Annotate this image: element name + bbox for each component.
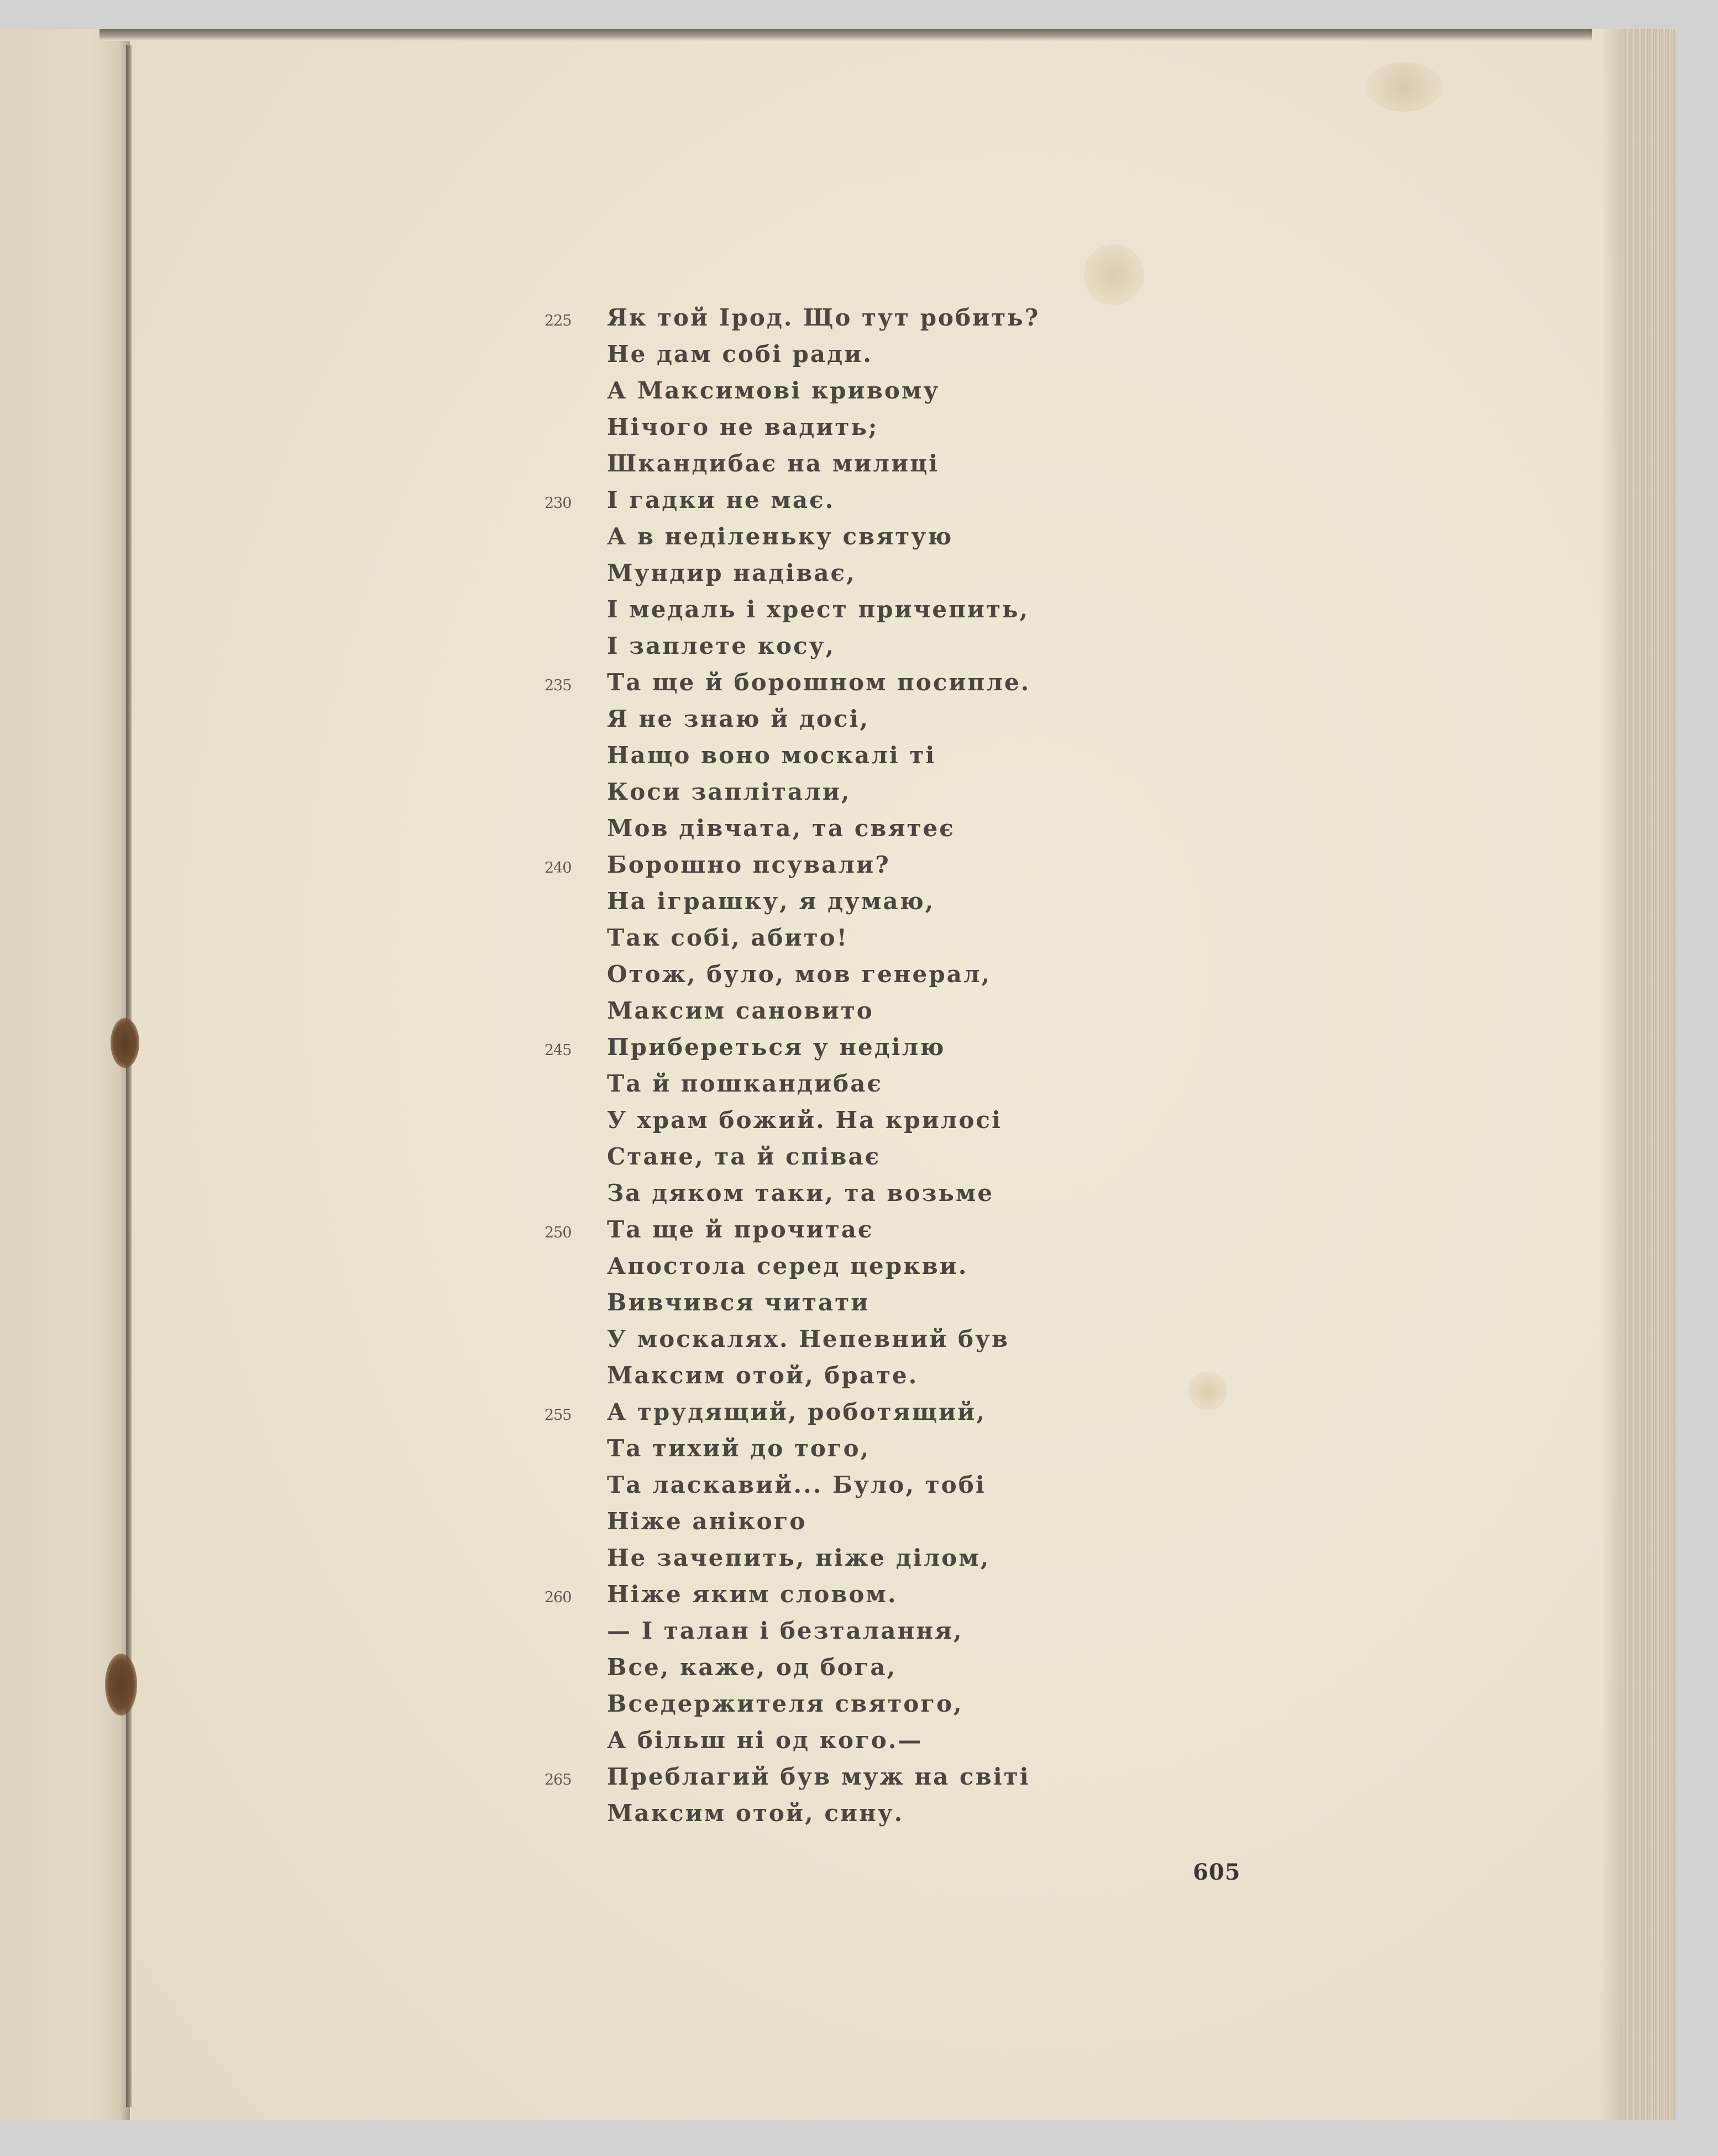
poem-line-text: Та ще й борошном посипле. <box>607 669 1031 696</box>
poem-line-text: Не дам собі ради. <box>607 340 873 368</box>
poem-line-text: Ніже анікого <box>607 1508 807 1535</box>
line-number: 265 <box>544 1771 572 1788</box>
poem-line-text: Так собі, абито! <box>607 924 849 951</box>
poem-line-text: Коси заплітали, <box>607 778 851 805</box>
poem-line-text: Стане, та й співає <box>607 1143 881 1170</box>
poem-line <box>539 1394 1202 1430</box>
line-number: 260 <box>544 1589 572 1606</box>
poem-line-text: Та й пошкандибає <box>607 1070 883 1097</box>
poem-line <box>539 1066 1202 1102</box>
poem-line <box>539 591 1202 628</box>
poem-line <box>539 1540 1202 1576</box>
page-number: 605 <box>1193 1859 1241 1885</box>
poem-line-text: — І талан і безталання, <box>607 1617 963 1644</box>
fore-edge-shadow <box>1601 29 1623 2120</box>
poem-text-block <box>539 300 1202 1832</box>
page-fore-edge <box>1623 29 1676 2120</box>
poem-line <box>539 1139 1202 1175</box>
foxing-spot <box>1365 62 1443 112</box>
line-number: 255 <box>544 1407 572 1424</box>
poem-line-text: Максим отой, сину. <box>607 1800 904 1827</box>
poem-line-text: Прибереться у неділю <box>607 1034 946 1061</box>
poem-line <box>539 847 1202 883</box>
poem-line <box>539 518 1202 555</box>
poem-line <box>539 1029 1202 1066</box>
book-binding-gutter <box>126 45 132 2107</box>
poem-line-text: Та тихий до того, <box>607 1435 871 1462</box>
poem-line-text: І заплете косу, <box>607 632 836 659</box>
poem-line-text: За дяком таки, та возьме <box>607 1179 994 1206</box>
poem-line-text: У храм божий. На крилосі <box>607 1106 1002 1134</box>
poem-line <box>539 737 1202 774</box>
poem-line <box>539 664 1202 701</box>
poem-line <box>539 1284 1202 1321</box>
poem-line <box>539 1686 1202 1722</box>
poem-line-text: Нащо воно москалі ті <box>607 742 936 769</box>
poem-line <box>539 628 1202 664</box>
poem-line-text: Не зачепить, ніже ділом, <box>607 1544 991 1571</box>
poem-line-text: Ніже яким словом. <box>607 1581 898 1608</box>
poem-line-text: А в неділеньку святую <box>607 523 954 550</box>
line-number: 240 <box>544 859 572 877</box>
binding-stain-upper <box>111 1018 139 1068</box>
poem-line <box>539 1795 1202 1832</box>
poem-line-text: На іграшку, я думаю, <box>607 888 935 915</box>
poem-line-text: Мов дівчата, та святеє <box>607 815 955 842</box>
poem-line <box>539 1430 1202 1467</box>
poem-line <box>539 883 1202 920</box>
poem-line-text: Максим отой, брате. <box>607 1362 919 1389</box>
poem-line <box>539 1613 1202 1649</box>
book-scan <box>0 29 1676 2120</box>
poem-line <box>539 1102 1202 1139</box>
poem-line-text: Преблагий був муж на світі <box>607 1763 1030 1790</box>
poem-line <box>539 1321 1202 1357</box>
poem-line <box>539 1576 1202 1613</box>
poem-line <box>539 336 1202 373</box>
binding-stain-lower <box>105 1654 137 1716</box>
poem-line <box>539 1467 1202 1503</box>
left-page-margin <box>0 29 130 2120</box>
line-number: 230 <box>544 495 572 512</box>
poem-line <box>539 409 1202 445</box>
line-number: 250 <box>544 1224 572 1241</box>
poem-line-text: І медаль і хрест причепить, <box>607 596 1030 623</box>
poem-line <box>539 993 1202 1029</box>
poem-line-text: А Максимові кривому <box>607 377 940 404</box>
poem-line-text: Та ще й прочитає <box>607 1216 874 1243</box>
poem-line <box>539 445 1202 482</box>
poem-line <box>539 1649 1202 1686</box>
poem-line <box>539 1248 1202 1284</box>
poem-line-text: А трудящий, роботящий, <box>607 1398 986 1425</box>
poem-line <box>539 482 1202 518</box>
poem-line-text: А більш ні од кого.— <box>607 1727 923 1754</box>
poem-line-text: Та ласкавий... Було, тобі <box>607 1471 986 1498</box>
poem-line <box>539 300 1202 336</box>
poem-line <box>539 774 1202 810</box>
poem-line-text: У москалях. Непевний був <box>607 1325 1010 1352</box>
line-number: 245 <box>544 1042 572 1059</box>
poem-line <box>539 373 1202 409</box>
poem-line-text: Борошно псували? <box>607 851 891 878</box>
poem-line <box>539 1722 1202 1759</box>
poem-line <box>539 956 1202 993</box>
poem-line-text: Вседержителя святого, <box>607 1690 963 1717</box>
poem-line-text: Вивчився читати <box>607 1289 870 1316</box>
poem-line <box>539 810 1202 847</box>
poem-line <box>539 555 1202 591</box>
poem-line-text: Максим сановито <box>607 997 874 1024</box>
line-number: 235 <box>544 677 572 694</box>
poem-line-text: Апостола серед церкви. <box>607 1252 968 1279</box>
poem-line <box>539 920 1202 956</box>
foxing-spot <box>1083 244 1144 305</box>
line-number: 225 <box>544 312 572 329</box>
poem-line <box>539 701 1202 737</box>
poem-line <box>539 1759 1202 1795</box>
poem-line-text: Мундир надіває, <box>607 559 856 586</box>
poem-line-text: Я не знаю й досі, <box>607 705 870 732</box>
poem-line <box>539 1175 1202 1211</box>
page-top-edge <box>99 29 1592 41</box>
poem-line-text: Шкандибає на милиці <box>607 450 940 477</box>
poem-line-text: Як той Ірод. Що тут робить? <box>607 304 1040 331</box>
poem-line-text: Отож, було, мов генерал, <box>607 961 992 988</box>
poem-line-text: Нічого не вадить; <box>607 413 879 440</box>
poem-line-text: Все, каже, од бога, <box>607 1654 897 1681</box>
poem-line <box>539 1211 1202 1248</box>
poem-line <box>539 1357 1202 1394</box>
poem-line <box>539 1503 1202 1540</box>
poem-line-text: І гадки не має. <box>607 486 835 513</box>
